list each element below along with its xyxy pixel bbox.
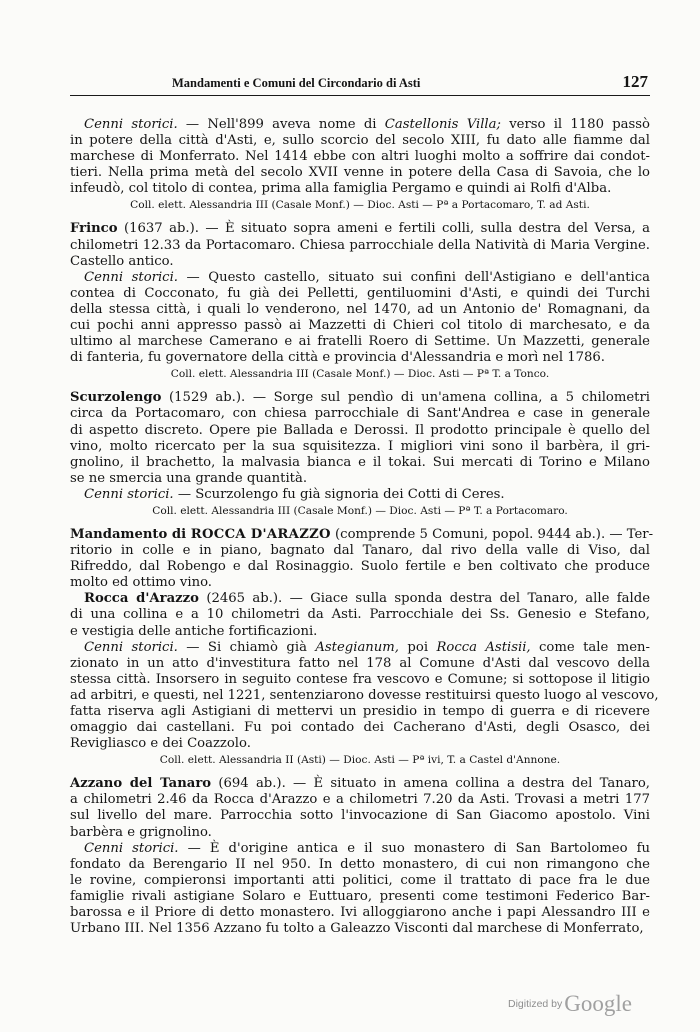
text-line bbox=[70, 487, 650, 503]
text-line bbox=[70, 526, 654, 543]
paragraph bbox=[70, 526, 659, 752]
text-line bbox=[70, 704, 650, 720]
italic-text: Cenni storici. bbox=[84, 840, 179, 856]
text-span: — È d'origine antica e il suo monastero di San Bartolomeo fu bbox=[178, 840, 650, 856]
text-span: verso il 1180 passò bbox=[500, 117, 650, 132]
text-line bbox=[70, 808, 650, 824]
text-span: fatta riserva agli Astigiani di mettervi un presidio in tempo di guerra e di ricevere bbox=[70, 704, 650, 719]
text-line bbox=[70, 656, 650, 672]
text-span: (1637 ab.). — È situato sopra ameni e fertili colli, sulla destra del Versa, a bbox=[117, 221, 650, 237]
text-line bbox=[70, 591, 650, 607]
text-line bbox=[70, 575, 650, 591]
text-span: e vestigia delle antiche fortificazioni. bbox=[70, 623, 318, 639]
text-line bbox=[70, 286, 650, 302]
text-span: barossa e il Priore di detto monastero. Ivi alloggiarono anche i papi Alessandro III e bbox=[70, 905, 650, 921]
text-line bbox=[70, 921, 650, 937]
text-span: — Si chiamò già bbox=[177, 639, 316, 655]
italic-text: Astegianum, bbox=[315, 639, 399, 655]
text-line bbox=[70, 390, 650, 406]
text-line bbox=[70, 687, 659, 704]
text-span: — Questo castello, situato sui confini dell'Astigiano e dell'antica bbox=[177, 269, 650, 285]
page-body bbox=[70, 117, 659, 937]
text-span: contea di Cocconato, fu già dei Pelletti, gentiluomini d'Asti, e quindi dei Turchi bbox=[70, 285, 650, 301]
text-span: (2465 ab.). — Giace sulla sponda destra del Tanaro, alle falde bbox=[198, 591, 650, 607]
block-gap bbox=[70, 519, 650, 527]
running-header-title: Mandamenti e Comuni del Circondario di Asti bbox=[172, 76, 421, 90]
text-span: barbèra e grignolino. bbox=[70, 824, 212, 840]
paragraph bbox=[70, 776, 650, 937]
text-span: marchese di Monferrato. Nel 1414 ebbe con altri luoghi molto a soffrire dai condot- bbox=[70, 149, 650, 165]
google-logo: Google bbox=[564, 991, 632, 1016]
text-span: di una collina e a 10 chilometri da Asti. Parrocchiale dei Ss. Genesio e Stefano, bbox=[70, 607, 650, 623]
text-span: cui pochi anni appresso passò ai Mazzetti di Chieri col titolo di marchesato, e da bbox=[70, 318, 650, 334]
italic-text: Rocca Astisii, bbox=[436, 639, 531, 655]
text-span: (comprende 5 Comuni, popol. 9444 ab.). — Ter- bbox=[330, 526, 654, 542]
text-line bbox=[70, 543, 650, 559]
text-span: famiglie rivali astigiane Solaro e Euttuaro, presenti come testimoni Federico Bar- bbox=[70, 888, 650, 904]
text-span: fondato da Berengario II nel 950. In detto monastero, di cui non rimangono che bbox=[70, 856, 650, 872]
text-line bbox=[70, 559, 650, 575]
text-line bbox=[70, 133, 650, 149]
text-line bbox=[70, 455, 650, 471]
running-header bbox=[70, 73, 650, 96]
text-span: poi bbox=[399, 639, 437, 655]
bold-text: Scurzolengo bbox=[70, 390, 162, 406]
text-span: Urbano III. Nel 1356 Azzano fu tolto a Galeazzo Visconti dal marchese di Monferrato, bbox=[70, 921, 644, 937]
text-line bbox=[70, 624, 650, 640]
paragraph bbox=[70, 221, 650, 366]
text-span: Revigliasco e dei Coazzolo. bbox=[70, 736, 251, 752]
bold-text: Azzano del Tanaro bbox=[70, 776, 212, 792]
text-line bbox=[70, 181, 650, 197]
text-line bbox=[70, 318, 650, 334]
text-span: tieri. Nella prima metà del secolo XVII venne in potere della Casa di Savoia, che lo bbox=[70, 165, 650, 181]
digitized-by-google-watermark bbox=[508, 991, 632, 1017]
electoral-note: Coll. elett. Alessandria III (Casale Monf.) — Dioc. Asti — Pª a Portacomaro, T. ad Asti. bbox=[130, 199, 590, 212]
text-span: omaggio dai castellani. Fu poi contado dei Cacherano d'Asti, degli Osasco, dei bbox=[70, 720, 650, 736]
paragraph bbox=[70, 390, 650, 503]
text-span: zionato in un atto d'investitura fatto nel 178 al Comune d'Asti dal vescovo della bbox=[70, 655, 650, 671]
text-span: ultimo al marchese Camerano e ai fratelli Roero di Settime. Un Mazzetti, generale bbox=[70, 334, 650, 350]
text-line bbox=[70, 406, 650, 422]
text-line bbox=[70, 149, 650, 165]
text-line bbox=[70, 302, 650, 318]
text-line bbox=[70, 720, 650, 736]
italic-text: Castellonis Villa; bbox=[384, 117, 501, 132]
text-line bbox=[70, 792, 650, 808]
text-span: Castello antico. bbox=[70, 253, 174, 269]
electoral-note: Coll. elett. Alessandria II (Asti) — Dioc. Asti — Pª ivi, T. a Castel d'Annone. bbox=[159, 754, 561, 767]
text-line bbox=[70, 238, 650, 254]
text-line bbox=[70, 607, 650, 623]
text-line bbox=[70, 221, 650, 237]
text-span: vino, molto ricercato per la sua squisitezza. I migliori vini sono il barbèra, il gri- bbox=[70, 438, 650, 454]
text-span: circa da Portacomaro, con chiesa parrocchiale di Sant'Andrea e case in generale bbox=[70, 406, 650, 422]
text-line bbox=[70, 270, 650, 286]
text-span: (1529 ab.). — Sorge sul pendìo di un'amena collina, a 5 chilometri bbox=[161, 390, 650, 406]
bold-text: Frinco bbox=[70, 221, 118, 237]
text-line bbox=[70, 423, 650, 439]
text-span: come tale men- bbox=[530, 639, 650, 655]
text-span: le rovine, compieronsi importanti atti politici, come il trattato di pace fra le due bbox=[70, 872, 650, 888]
text-line bbox=[70, 776, 650, 792]
italic-text: Cenni storici. bbox=[84, 486, 174, 502]
text-line bbox=[70, 889, 650, 905]
text-span: ritorio in colle e in piano, bagnato dal Tanaro, dal rivo della valle di Viso, dal bbox=[70, 543, 650, 559]
text-span: ad arbitri, e questi, nel 1221, sentenziarono dovesse restituirsi questo luogo al vescovo, bbox=[70, 687, 659, 703]
text-span: infeudò, col titolo di contea, prima alla famiglia Pergamo e quindi ai Rolfi d'Alba. bbox=[70, 181, 612, 197]
electoral-note: Coll. elett. Alessandria III (Casale Monf.) — Dioc. Asti — Pª T. a Tonco. bbox=[170, 368, 550, 381]
bold-text: ROCCA D'ARAZZO bbox=[190, 526, 331, 542]
text-span: molto ed ottimo vino. bbox=[70, 575, 212, 591]
text-span: di aspetto discreto. Opere pie Ballada e Derossi. Il prodotto principale è quello del bbox=[70, 422, 650, 438]
text-line bbox=[70, 254, 650, 270]
bold-text: Mandamento di bbox=[70, 526, 191, 542]
page-number: 127 bbox=[622, 72, 648, 91]
text-line bbox=[70, 841, 650, 857]
electoral-note: Coll. elett. Alessandria III (Casale Monf.) — Dioc. Asti — Pª T. a Portacomaro. bbox=[152, 504, 568, 517]
text-line bbox=[70, 334, 650, 350]
text-span: della stessa città, i quali lo venderono, nel 1470, ad un Antonio de' Romagnani, da bbox=[70, 301, 650, 317]
text-span: chilometri 12.33 da Portacomaro. Chiesa parrocchiale della Natività di Maria Vergine. bbox=[70, 237, 650, 253]
block-gap bbox=[70, 382, 650, 390]
text-span: a chilometri 2.46 da Rocca d'Arazzo e a chilometri 7.20 da Asti. Trovasi a metri 177 bbox=[70, 792, 650, 808]
text-line bbox=[70, 350, 650, 366]
text-span: — Nell'899 aveva nome di bbox=[177, 117, 385, 132]
text-span: se ne smercia una grande quantità. bbox=[70, 470, 308, 486]
italic-text: Cenni storici. bbox=[84, 117, 178, 132]
text-line bbox=[70, 873, 650, 889]
text-span: di fanteria, fu governatore della città e provincia d'Alessandria e morì nel 1786. bbox=[70, 350, 605, 366]
text-line bbox=[70, 736, 650, 752]
text-line bbox=[70, 672, 650, 688]
paragraph bbox=[70, 117, 650, 197]
text-span: Rifreddo, dal Robengo e dal Rosinaggio. Suolo fertile e ben coltivato che produce bbox=[70, 559, 650, 575]
text-span: sul livello del mare. Parrocchia sotto l'invocazione di San Giacomo apostolo. Vini bbox=[70, 808, 650, 824]
text-line bbox=[70, 857, 650, 873]
text-span: (694 ab.). — È situato in amena collina a destra del Tanaro, bbox=[211, 776, 650, 792]
text-line bbox=[70, 825, 650, 841]
watermark-prefix: Digitized by bbox=[508, 998, 563, 1010]
italic-text: Cenni storici. bbox=[84, 269, 178, 285]
text-line bbox=[70, 905, 650, 921]
bold-text: Rocca d'Arazzo bbox=[84, 591, 199, 607]
text-line bbox=[70, 165, 650, 181]
text-line bbox=[70, 117, 650, 133]
text-line bbox=[70, 471, 650, 487]
text-line bbox=[70, 640, 650, 656]
text-span: gnolino, il brachetto, la malvasia bianca e il tokai. Sui mercati di Torino e Milano bbox=[70, 454, 650, 470]
text-span: stessa città. Insorsero in seguito contese fra vescovo e Comune; si sottopose il litigio bbox=[70, 671, 650, 687]
italic-text: Cenni storici. bbox=[84, 639, 178, 655]
text-line bbox=[70, 439, 650, 455]
text-span: in potere della città d'Asti, e, sullo scorcio del secolo XIII, fu dato alle fiamme dal bbox=[70, 133, 650, 149]
text-span: — Scurzolengo fu già signoria dei Cotti di Ceres. bbox=[173, 486, 505, 502]
